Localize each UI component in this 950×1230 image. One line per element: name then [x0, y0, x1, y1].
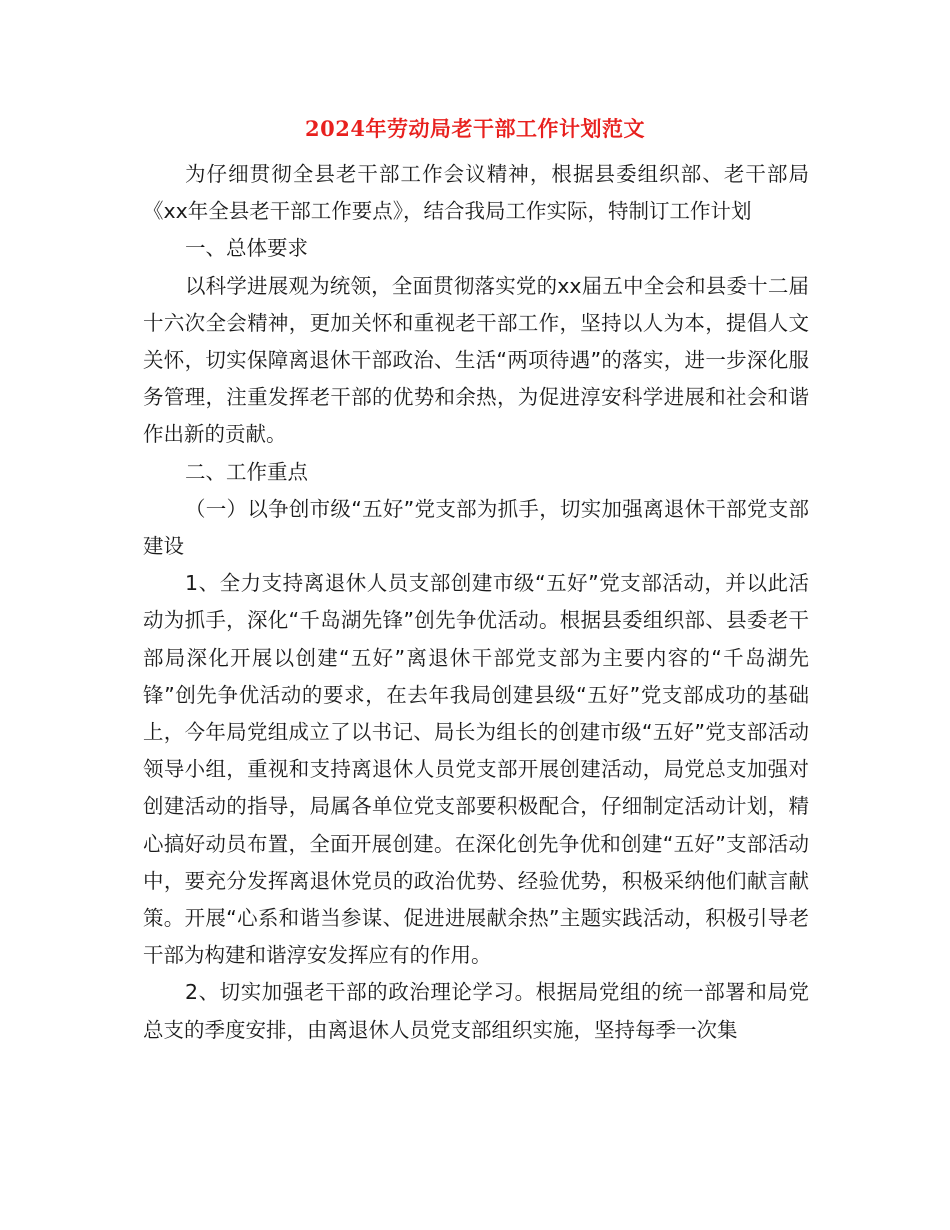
- document-body: [143, 156, 809, 1049]
- subsection-heading-1: （一）以争创市级“五好”党支部为抓手，切实加强离退休干部党支部建设: [143, 496, 809, 559]
- section-heading-2: 二、工作重点: [185, 459, 308, 484]
- paragraph-item-2: 2、切实加强老干部的政治理论学习。根据局党组的统一部署和局党总支的季度安排，由离退休人员党支部组织实施，坚持每季一次集: [143, 980, 809, 1042]
- document-title: 2024年劳动局老干部工作计划范文: [305, 116, 645, 141]
- paragraph-item-1: 1、全力支持离退休人员支部创建市级“五好”党支部活动，并以此活动为抓手，深化“千岛湖先锋”创先争优活动。根据县委组织部、县委老干部局深化开展以创建“五好”离退休干部党支部为主要内容的“千岛湖先锋”创先争优活动的要求，在去年我局创建县级“五好”党支部成功的基础上，今年局党组成立了以书记、局长为组长的创建市级“五好”党支部活动领导小组，重视和支持离退休人员党支部开展创建活动，局党总支加强对创建活动的指导，局属各单位党支部要积极配合，仔细制定活动计划，精心搞好动员布置，全面开展创建。在深化创先争优和创建“五好”支部活动中，要充分发挥离退休党员的政治优势、经验优势，积极采纳他们献言献策。开展“心系和谐当参谋、促进进展献余热”主题实践活动，积极引导老干部为构建和谐淳安发挥应有的作用。: [143, 571, 809, 968]
- paragraph-general-requirements: 以科学进展观为统领，全面贯彻落实党的xx届五中全会和县委十二届十六次全会精神，更加关怀和重视老干部工作，坚持以人为本，提倡人文关怀，切实保障离退休干部政治、生活“两项待遇”的落实，进一步深化服务管理，注重发挥老干部的优势和余热，为促进淳安科学进展和社会和谐作出新的贡献。: [143, 273, 809, 447]
- paragraph-intro: 为仔细贯彻全县老干部工作会议精神，根据县委组织部、老干部局《xx年全县老干部工作要点》，结合我局工作实际，特制订工作计划: [143, 162, 809, 224]
- section-heading-1: 一、总体要求: [185, 236, 308, 261]
